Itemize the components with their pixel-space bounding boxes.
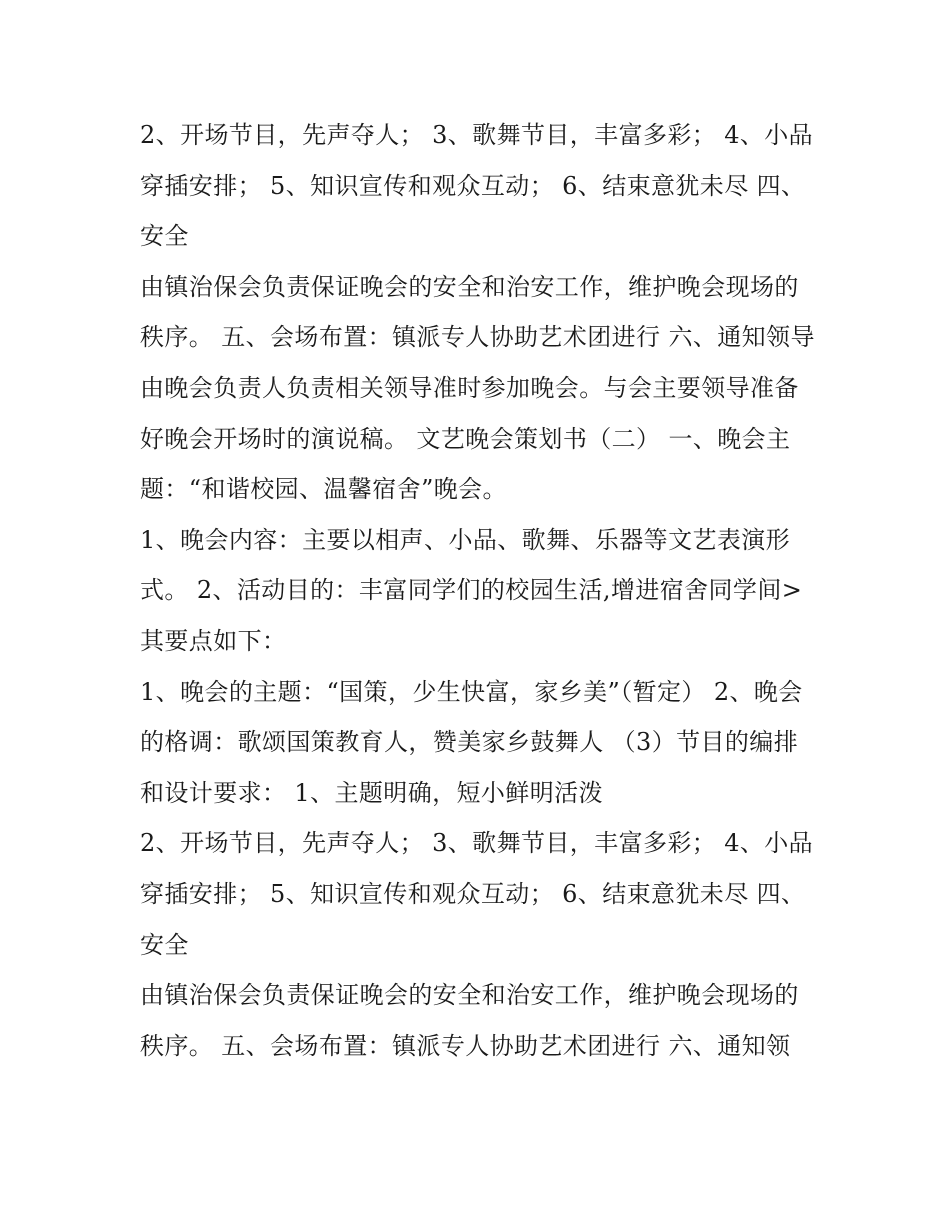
paragraph-content-purpose: 1、晚会内容：主要以相声、小品、歌舞、乐器等文艺表演形式。 2、活动目的：丰富同学们的校园生活,增进宿舍同学间>其要点如下： [140, 525, 803, 655]
paragraph-program-list-repeat: 2、开场节目，先声夺人； 3、歌舞节目，丰富多彩； 4、小品穿插安排； 5、知识宣传和观众互动； 6、结束意犹未尽 四、安全 [140, 829, 814, 959]
paragraph-notify-leaders: 由晚会负责人负责相关领导准时参加晚会。与会主要领导准备好晚会开场时的演说稿。 文艺晚会策划书（二） 一、晚会主题：“和谐校园、温馨宿舍”晚会。 [140, 373, 799, 504]
paragraph-security-repeat: 由镇治保会负责保证晚会的安全和治安工作，维护晚会现场的秩序。 五、会场布置：镇派专人协助艺术团进行 六、通知领 [140, 981, 799, 1060]
document-body [140, 110, 820, 1071]
paragraph-program-list: 2、开场节目，先声夺人； 3、歌舞节目，丰富多彩； 4、小品穿插安排； 5、知识宣传和观众互动； 6、结束意犹未尽 四、安全 [140, 121, 814, 251]
paragraph-security: 由镇治保会负责保证晚会的安全和治安工作，维护晚会现场的秩序。 五、会场布置：镇派专人协助艺术团进行 六、通知领导 [140, 272, 815, 352]
paragraph-theme-style: 1、晚会的主题：“国策，少生快富，家乡美”（暂定） 2、晚会的格调：歌颂国策教育人，赞美家乡鼓舞人 （3）节目的编排和设计要求： 1、主题明确，短小鲜明活泼 [140, 677, 803, 807]
